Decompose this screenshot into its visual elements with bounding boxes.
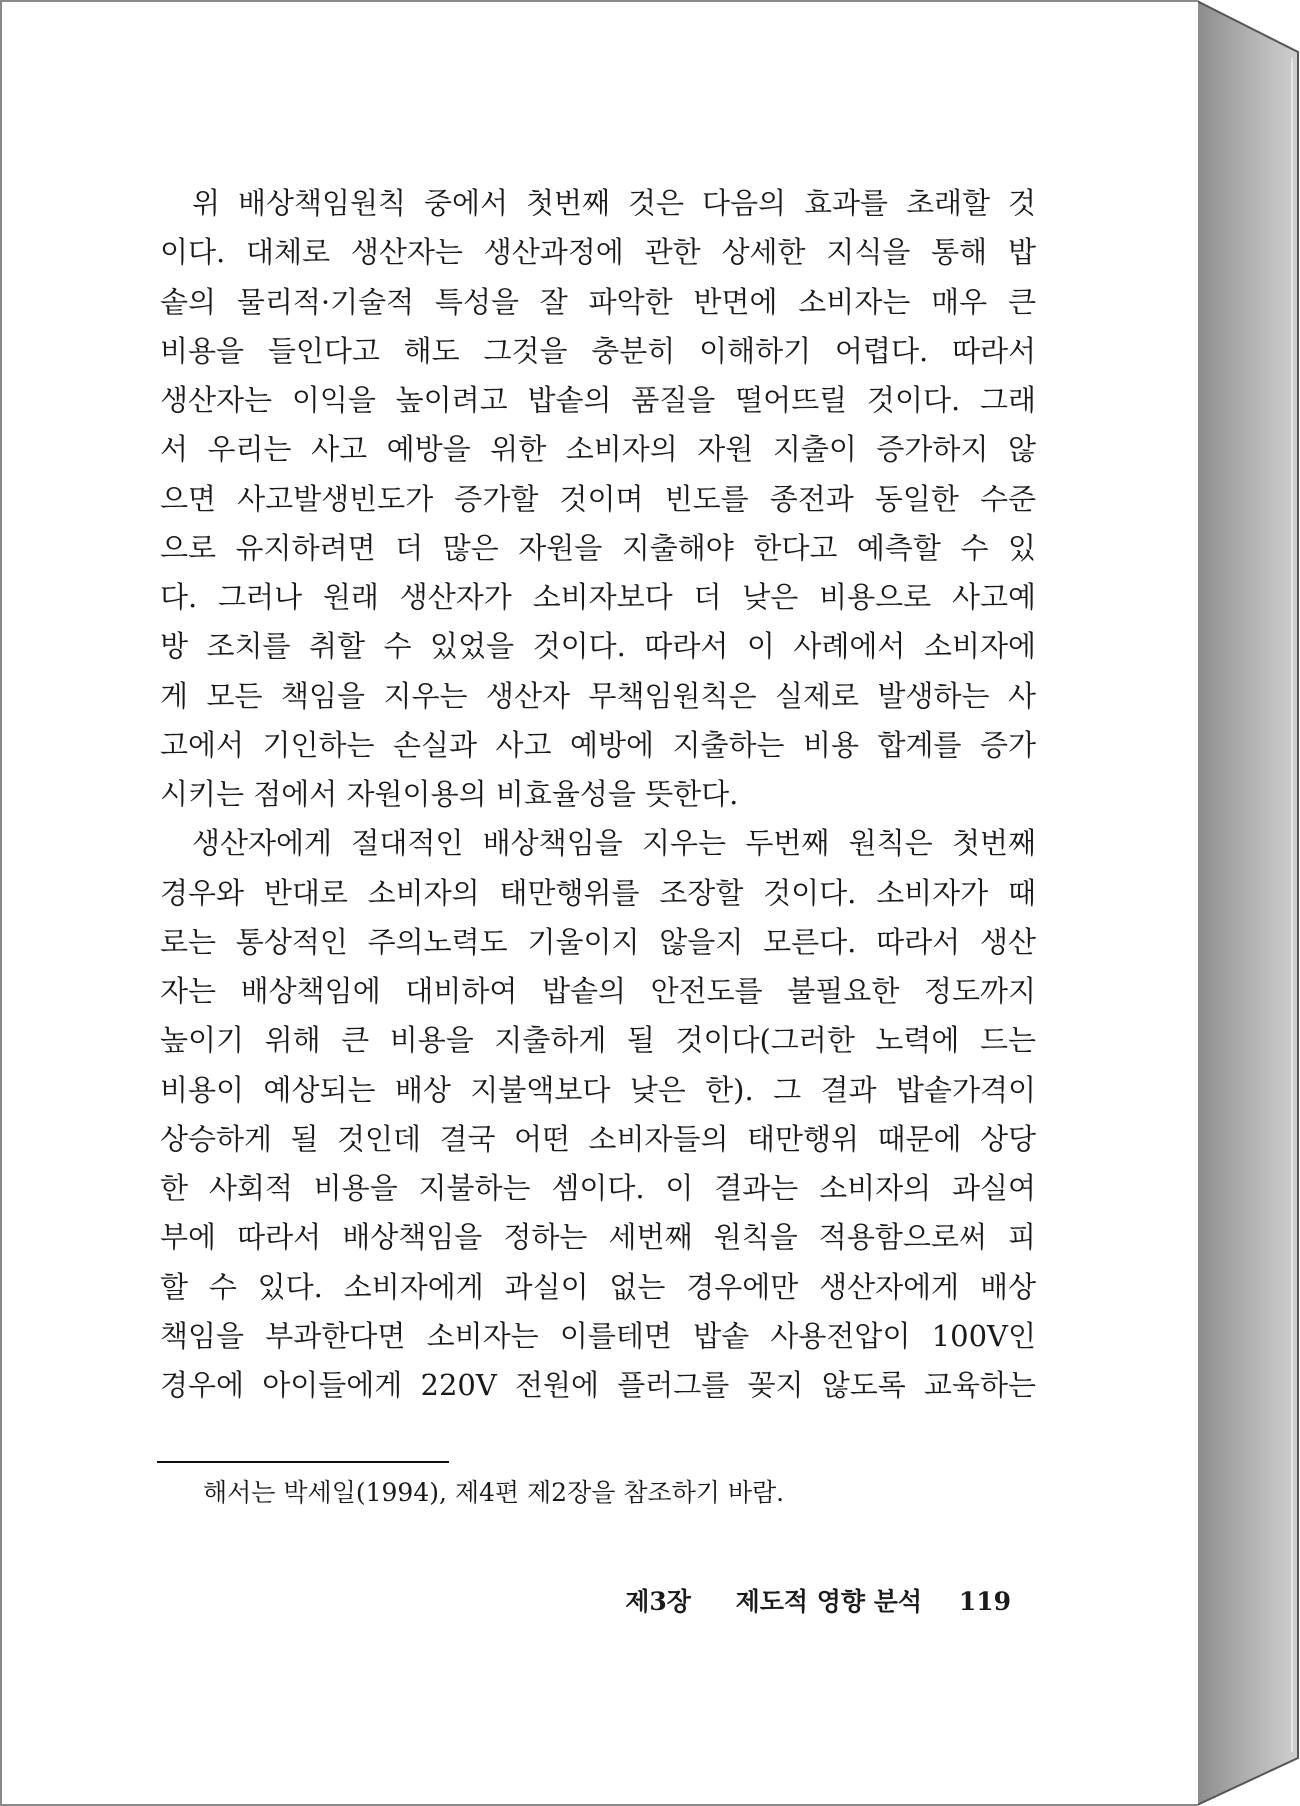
body-line: 생산자는 이익을 높이려고 밥솥의 품질을 떨어뜨릴 것이다. 그래 bbox=[160, 383, 1036, 417]
body-line: 할 수 있다. 소비자에게 과실이 없는 경우에만 생산자에게 배상 bbox=[160, 1269, 1036, 1304]
body-line: 시키는 점에서 자원이용의 비효율성을 뜻한다. bbox=[160, 777, 739, 811]
body-line: 비용을 들인다고 해도 그것을 충분히 이해하기 어렵다. 따라서 bbox=[160, 333, 1036, 368]
page-stack-edge-shape bbox=[1197, 1, 1298, 1805]
body-line: 솥의 물리적·기술적 특성을 잘 파악한 반면에 소비자는 매우 큰 bbox=[160, 284, 1036, 319]
body-line: 방 조치를 취할 수 있었을 것이다. 따라서 이 사례에서 소비자에 bbox=[160, 629, 1036, 664]
footnote-rule bbox=[157, 1461, 449, 1463]
body-line: 게 모든 책임을 지우는 생산자 무책임원칙은 실제로 발생하는 사 bbox=[160, 678, 1036, 713]
footer-chapter-title: 제도적 영향 분석 bbox=[735, 1587, 923, 1616]
body-line: 으로 유지하려면 더 많은 자원을 지출해야 한다고 예측할 수 있 bbox=[160, 530, 1036, 565]
paragraph bbox=[160, 819, 1036, 1410]
paragraph bbox=[160, 179, 1036, 819]
body-line: 자는 배상책임에 대비하여 밥솥의 안전도를 불필요한 정도까지 bbox=[160, 974, 1036, 1008]
body-line: 생산자에게 절대적인 배상책임을 지우는 두번째 원칙은 첫번째 bbox=[192, 826, 1036, 861]
body-line: 다. 그러나 원래 생산자가 소비자보다 더 낮은 비용으로 사고예 bbox=[160, 580, 1036, 614]
body-line: 비용이 예상되는 배상 지불액보다 낮은 한). 그 결과 밥솥가격이 bbox=[160, 1072, 1036, 1107]
body-line: 높이기 위해 큰 비용을 지출하게 될 것이다(그러한 노력에 드는 bbox=[160, 1023, 1036, 1058]
body-text bbox=[160, 179, 1036, 1410]
body-line: 서 우리는 사고 예방을 위한 소비자의 자원 지출이 증가하지 않 bbox=[160, 432, 1036, 467]
body-line: 로는 통상적인 주의노력도 기울이지 않을지 모른다. 따라서 생산 bbox=[160, 924, 1036, 959]
body-line: 위 배상책임원칙 중에서 첫번째 것은 다음의 효과를 초래할 것 bbox=[192, 186, 1036, 220]
running-footer bbox=[625, 1585, 1011, 1619]
body-line: 한 사회적 비용을 지불하는 셈이다. 이 결과는 소비자의 과실여 bbox=[160, 1171, 1036, 1205]
body-line: 이다. 대체로 생산자는 생산과정에 관한 상세한 지식을 통해 밥 bbox=[160, 235, 1036, 270]
body-line: 부에 따라서 배상책임을 정하는 세번째 원칙을 적용함으로써 피 bbox=[160, 1220, 1036, 1255]
footer-chapter: 제3장 bbox=[625, 1587, 691, 1616]
body-line: 책임을 부과한다면 소비자는 이를테면 밥솥 사용전압이 100V인 bbox=[160, 1318, 1036, 1353]
body-line: 으면 사고발생빈도가 증가할 것이며 빈도를 종전과 동일한 수준 bbox=[160, 481, 1036, 516]
footnote: 해서는 박세일(1994), 제4편 제2장을 참조하기 바람. bbox=[203, 1478, 785, 1507]
body-line: 고에서 기인하는 손실과 사고 예방에 지출하는 비용 합계를 증가 bbox=[160, 727, 1036, 762]
page-number: 119 bbox=[958, 1587, 1011, 1616]
body-line: 경우에 아이들에게 220V 전원에 플러그를 꽂지 않도록 교육하는 bbox=[160, 1368, 1036, 1402]
body-line: 경우와 반대로 소비자의 태만행위를 조장할 것이다. 소비자가 때 bbox=[160, 875, 1036, 910]
body-line: 상승하게 될 것인데 결국 어떤 소비자들의 태만행위 때문에 상당 bbox=[160, 1121, 1036, 1156]
